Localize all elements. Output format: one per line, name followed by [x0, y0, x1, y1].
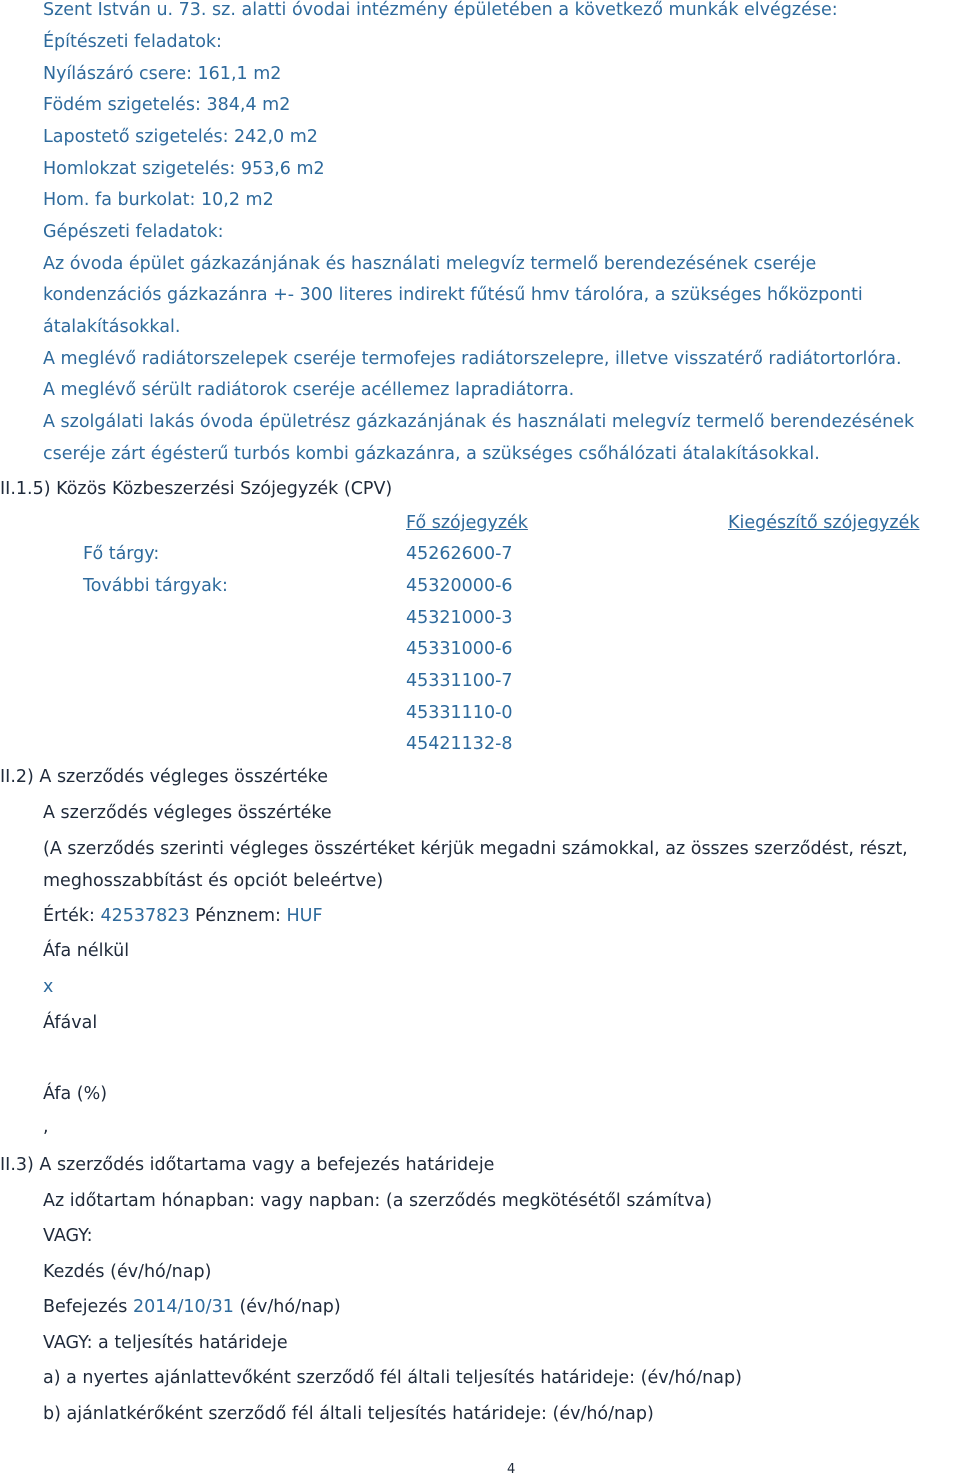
duration-a-line: a) a nyertes ajánlattevőként szerződő fél általi teljesítés határideje: (év/hó/nap) — [43, 1368, 742, 1388]
intro-line: A meglévő sérült radiátorok cseréje acéllemez lapradiátorra. — [43, 380, 575, 400]
intro-line: Gépészeti feladatok: — [43, 222, 224, 242]
vat-percent-label: Áfa (%) — [43, 1084, 108, 1104]
with-vat-label: Áfával — [43, 1013, 98, 1033]
intro-line: Lapostető szigetelés: 242,0 m2 — [43, 127, 318, 147]
currency-value: HUF — [286, 906, 323, 926]
intro-line: kondenzációs gázkazánra +- 300 literes indirekt fűtésű hmv tárolóra, a szükséges hőközponti — [43, 285, 863, 305]
other-object-code: 45421132-8 — [406, 734, 513, 754]
cpv-main-vocabulary-link[interactable]: Fő szójegyzék — [406, 513, 528, 533]
value-heading: II.2) A szerződés végleges összértéke — [0, 767, 329, 787]
value-amount-label: Érték: — [43, 906, 95, 926]
duration-or-line: VAGY: — [43, 1226, 93, 1246]
value-note-line: meghosszabbítást és opciót beleértve) — [43, 871, 384, 891]
duration-months-line: Az időtartam hónapban: vagy napban: (a szerződés megkötésétől számítva) — [43, 1191, 713, 1211]
other-object-code: 45331110-0 — [406, 703, 513, 723]
duration-end-row — [43, 1296, 341, 1318]
duration-end-unit: (év/hó/nap) — [239, 1297, 341, 1317]
intro-line: Födém szigetelés: 384,4 m2 — [43, 95, 291, 115]
duration-start-line: Kezdés (év/hó/nap) — [43, 1262, 212, 1282]
other-object-code: 45320000-6 — [406, 576, 513, 596]
other-object-code: 45331000-6 — [406, 639, 513, 659]
duration-or-deadline-line: VAGY: a teljesítés határideje — [43, 1333, 288, 1353]
intro-line: Nyílászáró csere: 161,1 m2 — [43, 64, 282, 84]
value-amount: 42537823 — [100, 906, 190, 926]
duration-heading: II.3) A szerződés időtartama vagy a befejezés határideje — [0, 1155, 495, 1175]
main-object-code: 45262600-7 — [406, 544, 513, 564]
value-amount-row — [43, 905, 323, 927]
value-subheading: A szerződés végleges összértéke — [43, 803, 332, 823]
intro-line: Építészeti feladatok: — [43, 32, 222, 52]
page-number: 4 — [507, 1462, 516, 1477]
intro-line: Az óvoda épület gázkazánjának és használati melegvíz termelő berendezésének cseréje — [43, 254, 817, 274]
intro-line: cseréje zárt égésterű turbós kombi gázkazánra, a szükséges csőhálózati átalakításokkal. — [43, 444, 820, 464]
intro-line: A szolgálati lakás óvoda épületrész gázkazánjának és használati melegvíz termelő berendezésének — [43, 412, 915, 432]
without-vat-mark: x — [43, 977, 54, 997]
cpv-heading: II.1.5) Közös Közbeszerzési Szójegyzék (CPV) — [0, 479, 393, 499]
intro-line: Szent István u. 73. sz. alatti óvodai intézmény épületében a következő munkák elvégzése: — [43, 0, 838, 20]
intro-line: A meglévő radiátorszelepek cseréje termofejes radiátorszelepre, illetve visszatérő radiátortorlóra. — [43, 349, 902, 369]
duration-b-line: b) ajánlatkérőként szerződő fél általi teljesítés határideje: (év/hó/nap) — [43, 1404, 654, 1424]
intro-line: Hom. fa burkolat: 10,2 m2 — [43, 190, 274, 210]
other-objects-label: További tárgyak: — [83, 576, 228, 596]
without-vat-label: Áfa nélkül — [43, 941, 130, 961]
vat-percent-value: , — [43, 1117, 49, 1137]
duration-end-date: 2014/10/31 — [132, 1297, 234, 1317]
intro-line: átalakításokkal. — [43, 317, 181, 337]
main-object-label: Fő tárgy: — [83, 544, 160, 564]
other-object-code: 45331100-7 — [406, 671, 513, 691]
duration-end-label: Befejezés — [43, 1297, 128, 1317]
value-note-line: (A szerződés szerinti végleges összértéket kérjük megadni számokkal, az összes szerződést, részt, — [43, 839, 908, 859]
intro-line: Homlokzat szigetelés: 953,6 m2 — [43, 159, 325, 179]
currency-label: Pénznem: — [195, 906, 281, 926]
other-object-code: 45321000-3 — [406, 608, 513, 628]
cpv-supplementary-vocabulary-link[interactable]: Kiegészítő szójegyzék — [728, 513, 920, 533]
